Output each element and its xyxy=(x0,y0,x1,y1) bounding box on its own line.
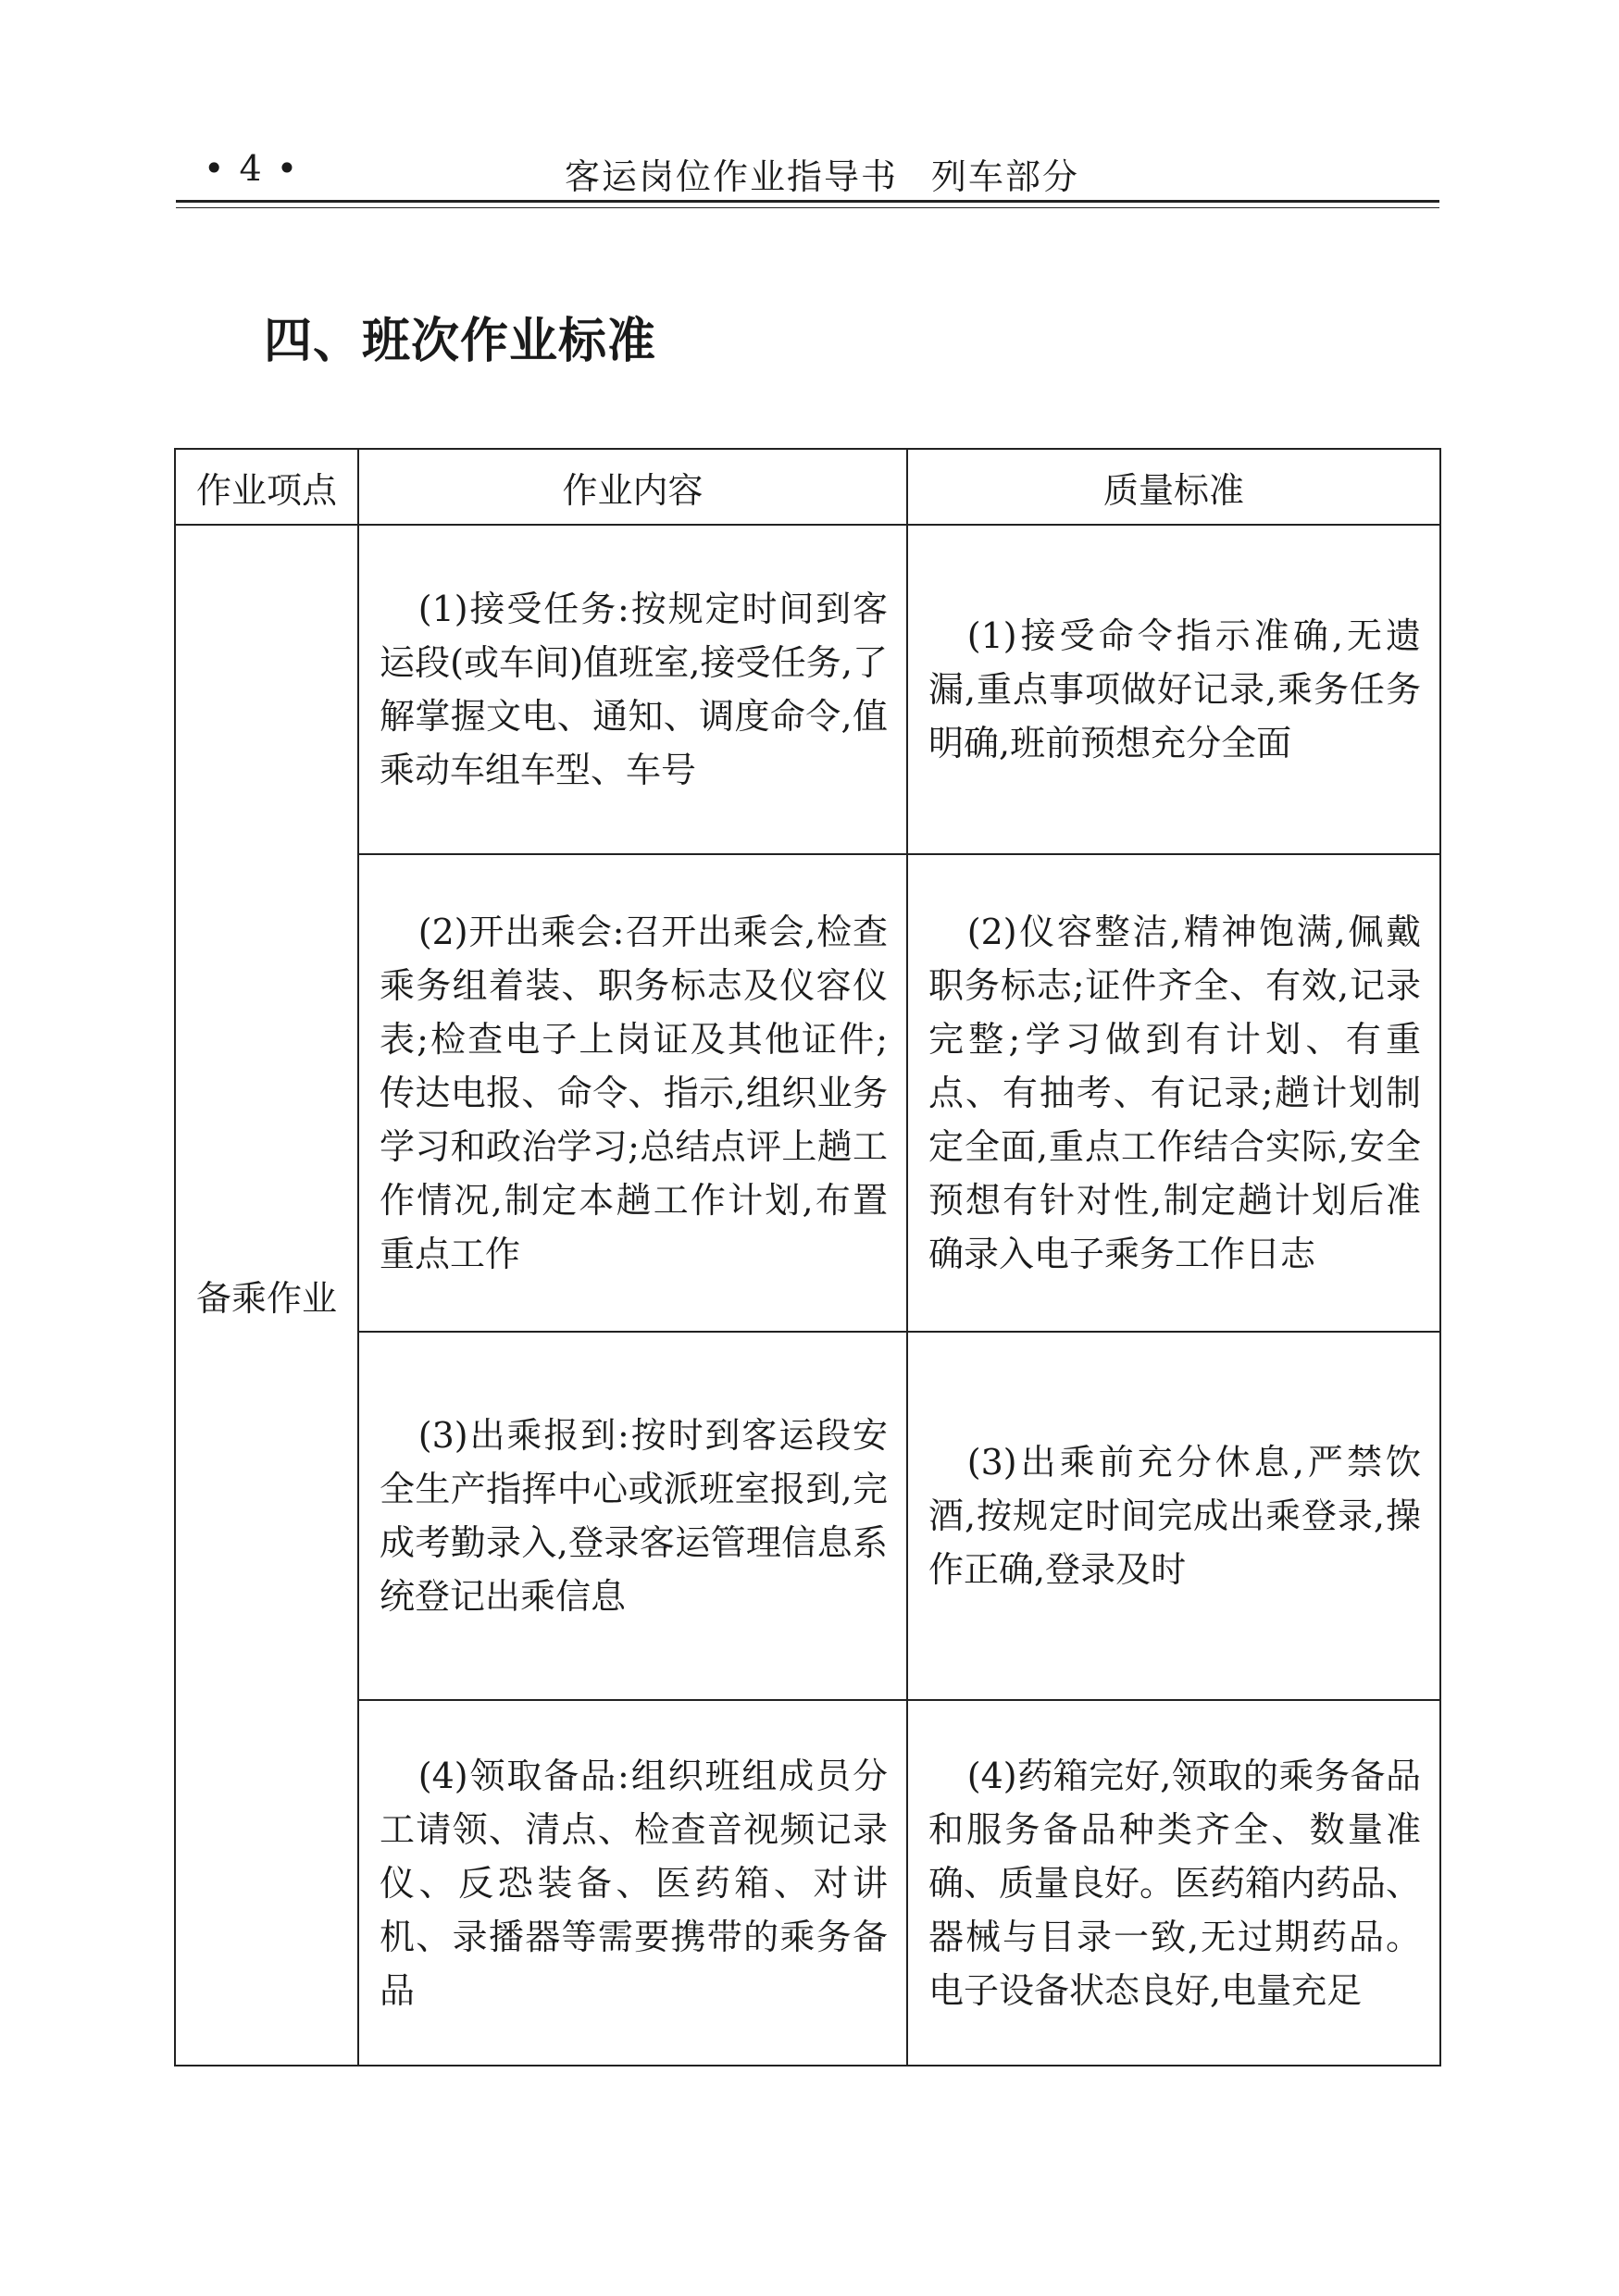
table-header-row xyxy=(175,449,1440,525)
table-row xyxy=(175,525,1440,854)
standard-cell xyxy=(907,854,1440,1332)
column-header-content: 作业内容 xyxy=(358,449,907,525)
part-title: 列车部分 xyxy=(931,156,1080,197)
standard-cell xyxy=(907,525,1440,854)
standard-cell xyxy=(907,1700,1440,2066)
standard-text: (1)接受命令指示准确,无遗漏,重点事项做好记录,乘务任务明确,班前预想充分全面 xyxy=(928,615,1421,763)
content-cell xyxy=(358,525,907,854)
page-number: • 4 • xyxy=(204,148,300,189)
content-text: (1)接受任务:按规定时间到客运段(或车间)值班室,接受任务,了解掌握文电、通知、调度命令,值乘动车组车型、车号 xyxy=(380,589,888,790)
group-label-cell: 备乘作业 xyxy=(175,525,358,2066)
table-row xyxy=(175,1700,1440,2066)
standard-text: (3)出乘前充分休息,严禁饮酒,按规定时间完成出乘登录,操作正确,登录及时 xyxy=(928,1442,1421,1590)
content-text: (2)开出乘会:召开出乘会,检查乘务组着装、职务标志及仪容仪表;检查电子上岗证及其他证件;传达电报、命令、指示,组织业务学习和政治学习;总结点评上趟工作情况,制定本趟工作计划,布置重点工作 xyxy=(380,912,888,1274)
content-text: (4)领取备品:组织班组成员分工请领、清点、检查音视频记录仪、反恐装备、医药箱、对讲机、录播器等需要携带的乘务备品 xyxy=(380,1755,888,2011)
standards-table xyxy=(174,448,1441,2066)
content-cell xyxy=(358,854,907,1332)
section-title: 四、班次作业标准 xyxy=(264,314,657,369)
running-header xyxy=(176,139,1439,197)
table-row xyxy=(175,854,1440,1332)
header-rule-thick xyxy=(176,200,1439,203)
column-header-item: 作业项点 xyxy=(175,449,358,525)
running-title xyxy=(565,148,1079,199)
content-cell xyxy=(358,1332,907,1700)
book-title: 客运岗位作业指导书 xyxy=(565,156,899,197)
column-header-standard: 质量标准 xyxy=(907,449,1440,525)
standard-cell xyxy=(907,1332,1440,1700)
standard-text: (4)药箱完好,领取的乘务备品和服务备品种类齐全、数量准确、质量良好。医药箱内药品、器械与目录一致,无过期药品。电子设备状态良好,电量充足 xyxy=(928,1755,1422,2011)
standards-table-wrapper xyxy=(174,448,1441,2066)
standard-text: (2)仪容整洁,精神饱满,佩戴职务标志;证件齐全、有效,记录完整;学习做到有计划、有重点、有抽考、有记录;趟计划制定全面,重点工作结合实际,安全预想有针对性,制定趟计划后准确录入电子乘务工作日志 xyxy=(928,912,1421,1274)
content-cell xyxy=(358,1700,907,2066)
table-row xyxy=(175,1332,1440,1700)
content-text: (3)出乘报到:按时到客运段安全生产指挥中心或派班室报到,完成考勤录入,登录客运管理信息系统登记出乘信息 xyxy=(380,1415,888,1617)
header-rule-thin xyxy=(176,207,1439,208)
